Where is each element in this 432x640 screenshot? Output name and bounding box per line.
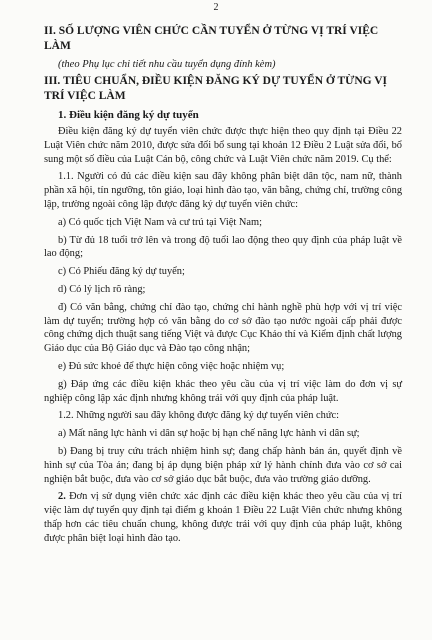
clause-1-1: 1.1. Người có đủ các điều kiện sau đây không phân biệt dân tộc, nam nữ, thành phần xã hội, tín ngưỡng, tôn giáo, loại hình đào tạo, văn bằng, chứng chỉ, trường công lập, trường ngoài công lập được đăng ký dự tuyển viên chức: xyxy=(44,171,403,210)
section-3-title: III. TIÊU CHUẨN, ĐIỀU KIỆN ĐĂNG KÝ DỰ TUYỂN Ở TỪNG VỊ TRÍ VIỆC LÀM xyxy=(44,75,388,102)
section-2-note: (theo Phụ lục chi tiết nhu cầu tuyển dụng đính kèm) xyxy=(58,59,276,70)
section-2-title: II. SỐ LƯỢNG VIÊN CHỨC CẦN TUYỂN Ở TỪNG VỊ TRÍ VIỆC LÀM xyxy=(44,25,379,52)
clause-2 xyxy=(44,490,402,545)
clause-1-1-d: d) Có lý lịch rõ ràng; xyxy=(58,283,146,295)
clause-1-1-a: a) Có quốc tịch Việt Nam và cư trú tại Việt Nam; xyxy=(58,216,262,228)
clause-1-2: 1.2. Những người sau đây không được đăng ký dự tuyển viên chức: xyxy=(58,410,339,422)
clause-1-1-g: g) Đáp ứng các điều kiện khác theo yêu cầu của vị trí việc làm do đơn vị sự nghiệp công lập xác định nhưng không trái với quy định của pháp luật. xyxy=(44,378,402,404)
intro-paragraph: Điều kiện đăng ký dự tuyển viên chức được thực hiện theo quy định tại Điều 22 Luật Viên chức năm 2010, được sửa đổi bổ sung tại khoản 12 Điều 2 Luật sửa đổi, bổ sung một số điều của Luật Cán bộ, công chức và Luật Viên chức năm 2019. Cụ thể: xyxy=(44,126,402,165)
clause-1-1-c: c) Có Phiếu đăng ký dự tuyển; xyxy=(58,266,185,278)
clause-1-1-b: b) Từ đủ 18 tuổi trở lên và trong độ tuổi lao động theo quy định của pháp luật về lao động; xyxy=(44,234,402,260)
clause-1-1-e: e) Đủ sức khoẻ để thực hiện công việc hoặc nhiệm vụ; xyxy=(58,360,285,372)
clause-1-2-a: a) Mất năng lực hành vi dân sự hoặc bị hạn chế năng lực hành vi dân sự; xyxy=(58,428,360,440)
clause-1-1-dd: đ) Có văn bằng, chứng chỉ đào tạo, chứng chỉ hành nghề phù hợp với vị trí việc làm dự tuyển; trường hợp có văn bằng do cơ sở đào tạo nước ngoài cấp phải được công chứng dịch thuật sang tiếng Việt và được Cục Khảo thí và Kiểm định chất lượng Giáo dục của Bộ Giáo dục và Đào tạo công nhận; xyxy=(44,301,402,355)
page-number: 2 xyxy=(213,2,219,13)
document-content xyxy=(44,24,402,546)
clause-2-number: 2. xyxy=(58,491,66,503)
subsection-1-title: 1. Điều kiện đăng ký dự tuyển xyxy=(58,109,199,121)
clause-2-text: Đơn vị sử dụng viên chức xác định các điều kiện khác theo yêu cầu của vị trí việc làm dự tuyển quy định tại điểm g khoản 1 Điều 22 Luật Viên chức nhưng không thấp hơn các tiêu chuẩn chung, không được trái với quy định của pháp luật, không được phân biệt loại hình đào tạo. xyxy=(44,491,402,544)
clause-1-2-b: b) Đang bị truy cứu trách nhiệm hình sự; đang chấp hành bản án, quyết định về hình sự của Tòa án; đang bị áp dụng biện pháp xử lý hành chính đưa vào cơ sở cai nghiện bắt buộc, đưa vào cơ sở giáo dục bắt buộc, đưa vào trường giáo dưỡng. xyxy=(44,445,402,485)
